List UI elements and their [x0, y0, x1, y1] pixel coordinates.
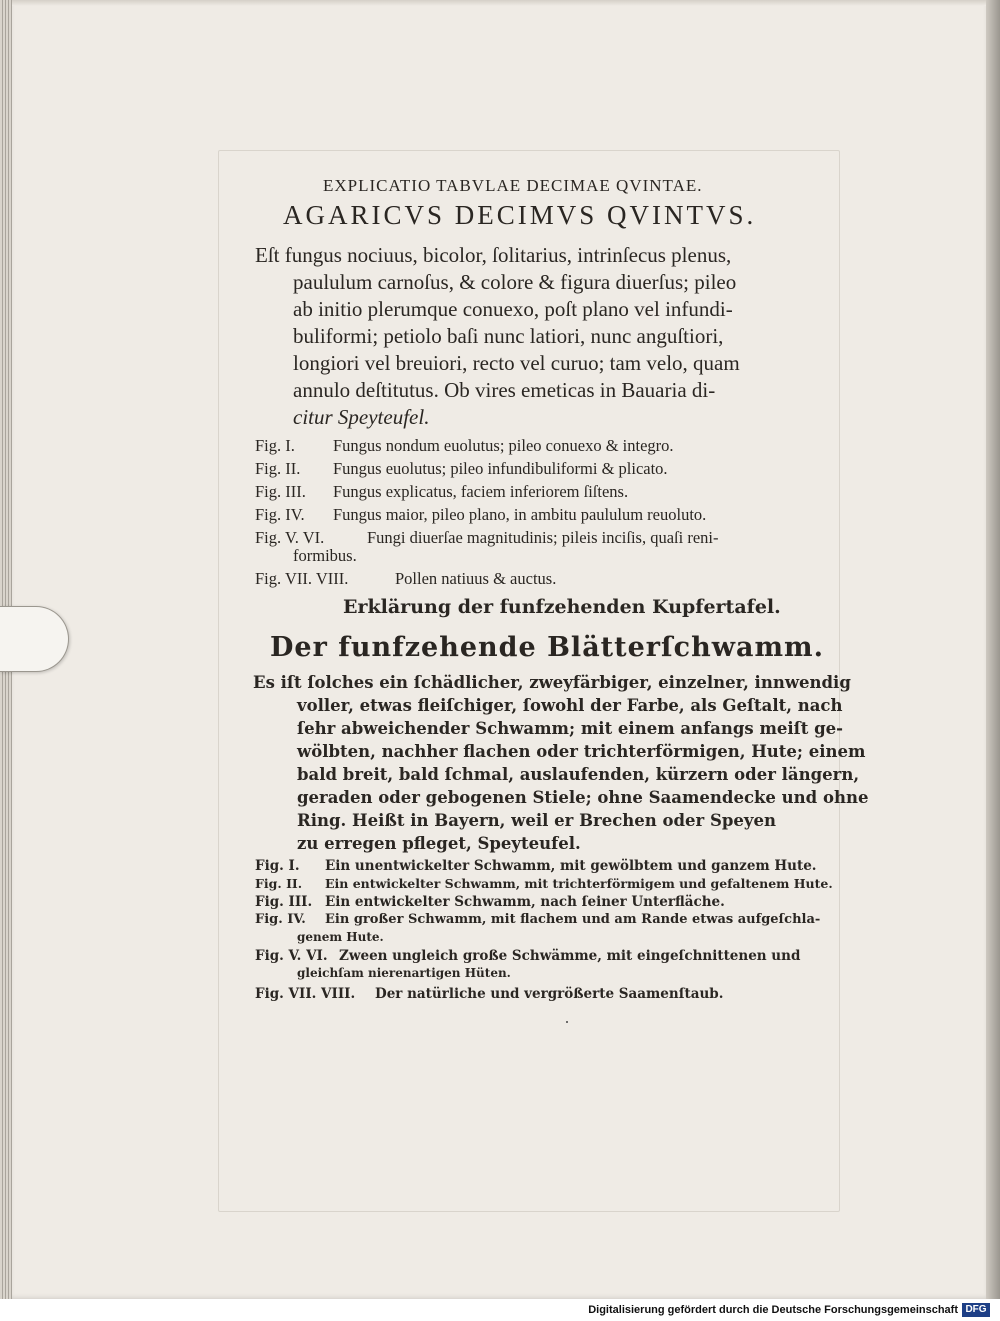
figure-label: Fig. II.	[255, 876, 303, 891]
figure-label: Fig. VII. VIII.	[255, 569, 349, 588]
figure-label: Fig. I.	[255, 858, 300, 874]
german-figure-caption	[255, 986, 723, 1002]
latin-figure-caption	[255, 569, 556, 589]
latin-title: AGARICVS DECIMVS QVINTVS.	[283, 200, 757, 230]
latin-line: annulo deſtitutus. Ob vires emeticas in Bauaria di-	[293, 378, 716, 402]
figure-text: Fungus euolutus; pileo infundibuliformi & plicato.	[333, 459, 668, 478]
german-figure-caption	[255, 948, 800, 964]
figure-text: Fungus maior, pileo plano, in ambitu paululum reuoluto.	[333, 505, 707, 524]
german-line: bald breit, bald ſchmal, auslaufenden, kürzern oder längern,	[297, 765, 860, 784]
figure-text: Fungi diuerſae magnitudinis; pileis inciſis, quaſi reni-	[367, 528, 719, 547]
german-figure-continuation: gleichſam nierenartigen Hüten.	[297, 966, 511, 980]
german-line: voller, etwas fleiſchiger, ſowohl der Farbe, als Geſtalt, nach	[297, 696, 843, 715]
german-figure-caption	[255, 858, 817, 874]
figure-text: Zween ungleich große Schwämme, mit eingeſchnittenen und	[339, 948, 801, 964]
figure-text: Fungus nondum euolutus; pileo conuexo & integro.	[333, 436, 674, 455]
german-line: wölbten, nachher flachen oder trichterförmigen, Hute; einem	[297, 742, 866, 761]
latin-line: ab initio plerumque conuexo, poſt plano vel infundi-	[293, 297, 733, 321]
german-line: Es iſt ſolches ein ſchädlicher, zweyfärbiger, einzelner, innwendig	[253, 673, 851, 692]
figure-label: Fig. II.	[255, 459, 301, 478]
latin-line: Eſt fungus nociuus, bicolor, ſolitarius, intrinſecus plenus,	[255, 243, 732, 267]
german-figure-continuation: genem Hute.	[297, 930, 384, 944]
figure-label: Fig. III.	[255, 482, 306, 501]
latin-figure-caption	[255, 505, 706, 525]
figure-text: Ein entwickelter Schwamm, mit trichterförmigem und gefaltenem Hute.	[325, 876, 833, 891]
latin-figure-caption	[255, 482, 628, 502]
german-line: ſehr abweichender Schwamm; mit einem anfangs meiſt ge-	[297, 719, 844, 738]
latin-figure-caption	[255, 528, 719, 548]
figure-text: Pollen natiuus & auctus.	[395, 569, 557, 588]
latin-line: citur Speyteufel.	[293, 405, 430, 429]
figure-label: Fig. V. VI.	[255, 528, 325, 547]
figure-label: Fig. IV.	[255, 912, 306, 927]
figure-label: Fig. V. VI.	[255, 948, 328, 964]
figure-label: Fig. III.	[255, 894, 313, 910]
figure-text: Der natürliche und vergrößerte Saamenſtaub.	[375, 986, 724, 1002]
ink-speck	[566, 1021, 568, 1023]
german-line: geraden oder gebogenen Stiele; ohne Saamendecke und ohne	[297, 788, 869, 807]
german-line: Ring. Heißt in Bayern, weil er Brechen oder Speyen	[297, 811, 777, 830]
latin-figure-continuation: formibus.	[293, 546, 357, 565]
german-figure-caption	[255, 894, 725, 910]
latin-line: paululum carnoſus, & colore & figura diuerſus; pileo	[293, 270, 737, 294]
latin-figure-caption	[255, 436, 674, 456]
figure-label: Fig. I.	[255, 436, 295, 455]
latin-figure-caption	[255, 459, 668, 479]
german-figure-caption	[255, 876, 833, 891]
figure-text: Fungus explicatus, faciem inferiorem ſiſtens.	[333, 482, 629, 501]
digitization-credit: Digitalisierung gefördert durch die Deutsche Forschungsgemeinschaft	[588, 1304, 958, 1316]
german-figure-caption	[255, 912, 820, 927]
german-line: zu erregen pfleget, Speyteufel.	[297, 834, 581, 853]
dfg-logo: DFG	[962, 1303, 990, 1317]
figure-text: Ein unentwickelter Schwamm, mit gewölbtem und ganzem Hute.	[325, 858, 817, 874]
latin-line: buliformi; petiolo baſi nunc latiori, nunc anguſtiori,	[293, 324, 724, 348]
figure-text: Ein großer Schwamm, mit flachem und am Rande etwas aufgeſchla-	[325, 912, 821, 927]
figure-label: Fig. VII. VIII.	[255, 986, 356, 1002]
latin-line: longiori vel breuiori, recto vel curuo; tam velo, quam	[293, 351, 740, 375]
latin-header: EXPLICATIO TABVLAE DECIMAE QVINTAE.	[323, 176, 703, 195]
figure-label: Fig. IV.	[255, 505, 305, 524]
figure-text: Ein entwickelter Schwamm, nach ſeiner Unterfläche.	[325, 894, 725, 910]
german-title: Der funfzehende Blätterſchwamm.	[270, 632, 824, 663]
german-header: Erklärung der funfzehenden Kupfertafel.	[343, 596, 781, 618]
